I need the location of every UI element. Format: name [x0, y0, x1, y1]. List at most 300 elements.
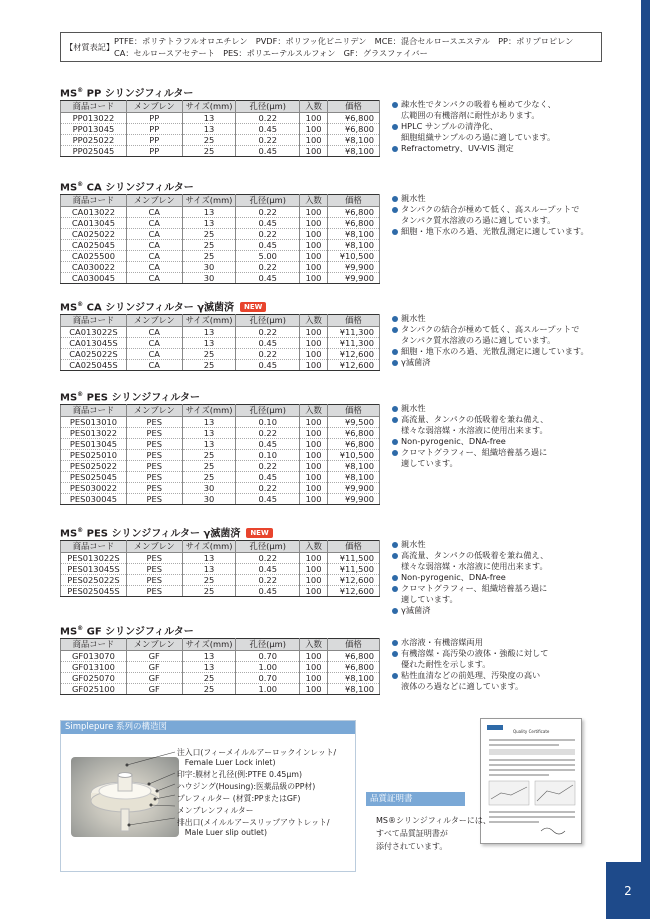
table-cell: CA: [126, 349, 182, 360]
table-cell: 25: [182, 450, 236, 461]
structure-label: メンブレンフィルター: [177, 806, 254, 815]
table-cell: 25: [182, 461, 236, 472]
table-cell: 0.45: [236, 273, 300, 284]
column-header-qty: 入数: [300, 639, 328, 651]
table-cell: 0.70: [236, 651, 300, 662]
table-cell: 13: [182, 417, 236, 428]
table-cell: GF: [126, 673, 182, 684]
column-header-code: 商品コード: [61, 315, 127, 327]
table-cell: PES: [126, 483, 182, 494]
table-cell: CA025022: [61, 229, 127, 240]
table-cell: 100: [300, 439, 328, 450]
table-cell: ¥6,800: [328, 207, 380, 218]
table-row: [61, 483, 380, 494]
product-section: [60, 524, 605, 615]
table-cell: CA030022: [61, 262, 127, 273]
feature-item: 適しています。: [401, 594, 458, 604]
column-header-pore: 孔径(μm): [236, 195, 300, 207]
table-cell: 100: [300, 450, 328, 461]
table-cell: 0.22: [236, 327, 300, 338]
table-cell: ¥12,600: [328, 575, 380, 586]
feature-item: 親水性: [392, 403, 607, 414]
table-cell: 0.22: [236, 207, 300, 218]
table-cell: CA: [126, 327, 182, 338]
column-header-price: 価格: [328, 541, 380, 553]
column-header-code: 商品コード: [61, 101, 127, 113]
table-cell: CA013045: [61, 218, 127, 229]
table-cell: 25: [182, 229, 236, 240]
table-cell: 1.00: [236, 684, 300, 695]
table-cell: ¥8,100: [328, 240, 380, 251]
feature-item: 細胞組織サンプルのろ過に適しています。: [401, 132, 556, 142]
column-header-size: サイズ(mm): [182, 541, 236, 553]
feature-item: タンパクの結合が極めて低く、高スループットで: [392, 324, 607, 335]
table-cell: CA025045S: [61, 360, 127, 371]
table-cell: GF: [126, 651, 182, 662]
quality-certificate-image: [480, 718, 582, 844]
table-cell: 25: [182, 684, 236, 695]
feature-item: Refractometry、UV-VIS 測定: [392, 143, 607, 154]
table-cell: 100: [300, 207, 328, 218]
table-row: [61, 662, 380, 673]
column-header-size: サイズ(mm): [182, 195, 236, 207]
table-cell: 0.45: [236, 586, 300, 597]
table-cell: 0.22: [236, 483, 300, 494]
table-cell: 100: [300, 113, 328, 124]
table-row: [61, 338, 380, 349]
table-row: [61, 349, 380, 360]
table-cell: 13: [182, 113, 236, 124]
table-cell: 0.70: [236, 673, 300, 684]
feature-item: 細胞・地下水のろ過、光散乱測定に適しています。: [392, 226, 607, 237]
table-cell: ¥9,900: [328, 262, 380, 273]
table-cell: 13: [182, 439, 236, 450]
product-section: [60, 84, 605, 157]
table-cell: ¥8,100: [328, 461, 380, 472]
table-row: [61, 360, 380, 371]
column-header-size: サイズ(mm): [182, 315, 236, 327]
table-cell: PES: [126, 439, 182, 450]
feature-item: HPLC サンプルの清浄化、: [392, 121, 607, 132]
table-cell: 0.45: [236, 124, 300, 135]
table-cell: 13: [182, 651, 236, 662]
column-header-code: 商品コード: [61, 405, 127, 417]
table-row: [61, 553, 380, 564]
table-cell: ¥8,100: [328, 229, 380, 240]
table-cell: 100: [300, 428, 328, 439]
table-cell: 100: [300, 338, 328, 349]
table-cell: ¥6,800: [328, 113, 380, 124]
table-cell: 100: [300, 218, 328, 229]
table-cell: GF013070: [61, 651, 127, 662]
table-cell: 100: [300, 483, 328, 494]
table-cell: PES: [126, 575, 182, 586]
table-row: [61, 146, 380, 157]
column-header-code: 商品コード: [61, 541, 127, 553]
table-row: [61, 494, 380, 505]
table-cell: 25: [182, 251, 236, 262]
table-cell: PES013022S: [61, 553, 127, 564]
table-row: [61, 273, 380, 284]
feature-list: [392, 403, 607, 469]
feature-list: [392, 313, 607, 368]
column-header-size: サイズ(mm): [182, 101, 236, 113]
table-row: [61, 564, 380, 575]
table-cell: 30: [182, 483, 236, 494]
section-title: MS® PP シリンジフィルター: [60, 87, 194, 100]
feature-item: Non-pyrogenic、DNA-free: [392, 572, 607, 583]
table-cell: CA025500: [61, 251, 127, 262]
table-cell: GF025100: [61, 684, 127, 695]
table-row: [61, 417, 380, 428]
table-cell: 100: [300, 684, 328, 695]
table-cell: PP: [126, 146, 182, 157]
table-cell: 0.22: [236, 428, 300, 439]
table-cell: CA013022: [61, 207, 127, 218]
table-cell: 13: [182, 662, 236, 673]
table-cell: 100: [300, 662, 328, 673]
table-cell: 13: [182, 553, 236, 564]
product-section: [60, 298, 605, 371]
feature-item: 有機溶媒・高汚染の液体・強酸に対して: [392, 648, 607, 659]
table-cell: 25: [182, 349, 236, 360]
product-section: [60, 622, 605, 695]
feature-list: [392, 539, 607, 616]
table-cell: 100: [300, 553, 328, 564]
column-header-membrane: メンブレン: [126, 315, 182, 327]
feature-item: 親水性: [392, 313, 607, 324]
table-cell: 100: [300, 494, 328, 505]
product-table: [60, 194, 380, 284]
column-header-code: 商品コード: [61, 195, 127, 207]
table-cell: ¥8,100: [328, 673, 380, 684]
table-row: [61, 439, 380, 450]
table-header-row: [61, 315, 380, 327]
feature-list: [392, 637, 607, 692]
column-header-pore: 孔径(μm): [236, 639, 300, 651]
table-cell: CA013022S: [61, 327, 127, 338]
structure-title: Simplepure 系列の構造図: [61, 721, 355, 734]
table-cell: 100: [300, 240, 328, 251]
table-cell: ¥11,300: [328, 338, 380, 349]
column-header-membrane: メンブレン: [126, 639, 182, 651]
table-cell: PES013022: [61, 428, 127, 439]
table-cell: CA025022S: [61, 349, 127, 360]
table-cell: 0.22: [236, 262, 300, 273]
table-cell: 13: [182, 207, 236, 218]
table-cell: ¥6,800: [328, 124, 380, 135]
table-cell: GF: [126, 662, 182, 673]
table-cell: PES030022: [61, 483, 127, 494]
doc-title: Quality Certificate: [513, 729, 550, 734]
table-cell: ¥9,900: [328, 494, 380, 505]
table-cell: PES025022: [61, 461, 127, 472]
table-cell: 1.00: [236, 662, 300, 673]
feature-item: 適しています。: [401, 458, 458, 468]
table-cell: ¥10,500: [328, 450, 380, 461]
structure-label: 排出口(メイルルアースリップアウトレット/: [177, 818, 330, 827]
table-cell: ¥11,300: [328, 327, 380, 338]
table-cell: CA: [126, 218, 182, 229]
table-cell: PP013045: [61, 124, 127, 135]
product-table: [60, 314, 380, 371]
column-header-membrane: メンブレン: [126, 195, 182, 207]
feature-item: 細胞・地下水のろ過、光散乱測定に適しています。: [392, 346, 607, 357]
feature-item: Non-pyrogenic、DNA-free: [392, 436, 607, 447]
table-cell: 13: [182, 124, 236, 135]
column-header-price: 価格: [328, 405, 380, 417]
table-cell: 0.22: [236, 553, 300, 564]
table-cell: 13: [182, 218, 236, 229]
table-row: [61, 113, 380, 124]
table-cell: 100: [300, 229, 328, 240]
feature-item: 粘性血清などの前処理、汚染度の高い: [392, 670, 607, 681]
table-cell: 25: [182, 586, 236, 597]
table-cell: 0.10: [236, 417, 300, 428]
section-title: MS® CA シリンジフィルター: [60, 181, 194, 194]
column-header-price: 価格: [328, 101, 380, 113]
section-title: MS® CA シリンジフィルター γ滅菌済 NEW: [60, 298, 605, 314]
column-header-membrane: メンブレン: [126, 405, 182, 417]
table-cell: ¥9,500: [328, 417, 380, 428]
feature-item: タンパクの結合が極めて低く、高スループットで: [392, 204, 607, 215]
table-cell: PES013045S: [61, 564, 127, 575]
table-cell: ¥10,500: [328, 251, 380, 262]
table-row: [61, 472, 380, 483]
page-number: [606, 862, 650, 919]
table-cell: CA030045: [61, 273, 127, 284]
table-row: [61, 229, 380, 240]
product-table: [60, 638, 380, 695]
column-header-price: 価格: [328, 315, 380, 327]
table-row: [61, 461, 380, 472]
table-cell: 0.45: [236, 338, 300, 349]
table-cell: 0.45: [236, 218, 300, 229]
table-header-row: [61, 541, 380, 553]
column-header-qty: 入数: [300, 315, 328, 327]
table-header-row: [61, 405, 380, 417]
table-cell: 30: [182, 262, 236, 273]
section-title: MS® GF シリンジフィルター: [60, 625, 194, 638]
structure-label: ハウジング(Housing):医薬品級のPP材): [177, 782, 316, 791]
table-cell: GF025070: [61, 673, 127, 684]
table-cell: 100: [300, 575, 328, 586]
table-row: [61, 651, 380, 662]
product-section: [60, 178, 605, 284]
table-row: [61, 586, 380, 597]
table-cell: 100: [300, 327, 328, 338]
column-header-qty: 入数: [300, 101, 328, 113]
table-header-row: [61, 195, 380, 207]
table-cell: ¥9,900: [328, 273, 380, 284]
legend-line-2: CA：セルロースアセテート PES：ポリエーテルスルフォン GF：グラスファイバー: [114, 48, 428, 58]
table-row: [61, 684, 380, 695]
cert-line-3: 添付されています。: [376, 842, 448, 851]
table-cell: ¥11,500: [328, 553, 380, 564]
feature-item: γ滅菌済: [392, 357, 607, 368]
table-cell: ¥11,500: [328, 564, 380, 575]
table-row: [61, 135, 380, 146]
structure-label: Male Luer slip outlet): [177, 828, 268, 837]
table-cell: 0.22: [236, 461, 300, 472]
feature-item: 高流量、タンパクの低吸着を兼ね備え、: [392, 550, 607, 561]
feature-item: 広範囲の有機溶剤に耐性があります。: [401, 110, 540, 120]
table-cell: CA: [126, 229, 182, 240]
table-cell: 100: [300, 673, 328, 684]
table-header-row: [61, 639, 380, 651]
table-cell: PES: [126, 472, 182, 483]
table-cell: CA: [126, 338, 182, 349]
table-row: [61, 428, 380, 439]
table-cell: PES025022S: [61, 575, 127, 586]
page-number-text: 2: [624, 883, 632, 898]
table-cell: PP013022: [61, 113, 127, 124]
table-row: [61, 327, 380, 338]
table-cell: PES025010: [61, 450, 127, 461]
column-header-pore: 孔径(μm): [236, 101, 300, 113]
table-cell: 25: [182, 575, 236, 586]
table-row: [61, 218, 380, 229]
column-header-size: サイズ(mm): [182, 639, 236, 651]
table-cell: 13: [182, 338, 236, 349]
table-cell: CA: [126, 360, 182, 371]
table-cell: PES: [126, 494, 182, 505]
table-cell: 25: [182, 360, 236, 371]
section-title: MS® PES シリンジフィルター: [60, 391, 201, 404]
table-cell: PES030045: [61, 494, 127, 505]
table-cell: 0.22: [236, 575, 300, 586]
feature-item: 高流量、タンパクの低吸着を兼ね備え、: [392, 414, 607, 425]
table-cell: 0.45: [236, 146, 300, 157]
legend-line-1: PTFE：ポリテトラフルオロエチレン PVDF：ポリフッ化ビニリデン MCE：混合セルロースエステル PP：ポリプロピレン: [114, 36, 574, 46]
table-cell: 0.45: [236, 240, 300, 251]
cert-text: [376, 814, 491, 853]
table-cell: ¥8,100: [328, 684, 380, 695]
structure-label: プレフィルター (材質:PPまたはGF): [177, 794, 301, 803]
table-cell: 100: [300, 461, 328, 472]
column-header-qty: 入数: [300, 195, 328, 207]
new-badge: NEW: [240, 302, 266, 312]
feature-item: 優れた耐性を示します。: [401, 659, 491, 669]
table-cell: PES: [126, 417, 182, 428]
table-cell: 100: [300, 135, 328, 146]
table-cell: PP: [126, 113, 182, 124]
table-cell: PES: [126, 428, 182, 439]
table-cell: 25: [182, 673, 236, 684]
column-header-pore: 孔径(μm): [236, 541, 300, 553]
feature-item: タンパク質水溶液のろ過に適しています。: [401, 335, 556, 345]
product-table: [60, 404, 380, 505]
feature-list: [392, 99, 607, 154]
table-cell: PP025045: [61, 146, 127, 157]
table-cell: PES025045S: [61, 586, 127, 597]
column-header-qty: 入数: [300, 541, 328, 553]
table-cell: ¥12,600: [328, 586, 380, 597]
structure-diagram-box: [60, 720, 356, 872]
table-cell: 0.45: [236, 564, 300, 575]
table-cell: 25: [182, 146, 236, 157]
table-cell: PES: [126, 564, 182, 575]
table-cell: 100: [300, 472, 328, 483]
table-cell: 100: [300, 417, 328, 428]
table-cell: CA025045: [61, 240, 127, 251]
cert-line-1: MS®シリンジフィルターには、: [376, 816, 491, 825]
feature-item: 液体のろ過などに適しています。: [401, 681, 524, 691]
right-edge-bar: [641, 0, 650, 919]
table-cell: 0.45: [236, 439, 300, 450]
table-cell: 13: [182, 428, 236, 439]
table-cell: PP: [126, 135, 182, 146]
table-cell: 100: [300, 251, 328, 262]
table-cell: 100: [300, 360, 328, 371]
table-cell: 0.22: [236, 113, 300, 124]
table-cell: GF013100: [61, 662, 127, 673]
table-cell: PES: [126, 450, 182, 461]
feature-item: 親水性: [392, 539, 607, 550]
feature-item: 様々な弱溶媒・水溶液に使用出来ます。: [401, 425, 548, 435]
structure-label: 注入口(フィーメイルルアーロックインレット/: [177, 748, 337, 757]
table-cell: 25: [182, 240, 236, 251]
table-row: [61, 262, 380, 273]
feature-item: 様々な弱溶媒・水溶液に使用出来ます。: [401, 561, 548, 571]
table-cell: 0.10: [236, 450, 300, 461]
table-cell: 0.45: [236, 494, 300, 505]
table-cell: ¥6,800: [328, 662, 380, 673]
table-cell: 100: [300, 651, 328, 662]
table-cell: 25: [182, 472, 236, 483]
table-row: [61, 124, 380, 135]
table-cell: PES013045: [61, 439, 127, 450]
table-cell: CA: [126, 251, 182, 262]
table-cell: 100: [300, 349, 328, 360]
feature-item: 疎水性でタンパクの吸着も極めて少なく、: [392, 99, 607, 110]
table-cell: CA013045S: [61, 338, 127, 349]
product-table: [60, 100, 380, 157]
feature-item: 親水性: [392, 193, 607, 204]
cert-line-2: すべて品質証明書が: [376, 829, 448, 838]
product-table: [60, 540, 380, 597]
table-cell: 100: [300, 586, 328, 597]
feature-item: クロマトグラフィー、組織培養基ろ過に: [392, 583, 607, 594]
table-cell: 13: [182, 564, 236, 575]
new-badge: NEW: [246, 528, 272, 538]
table-row: [61, 575, 380, 586]
column-header-size: サイズ(mm): [182, 405, 236, 417]
legend-tag: 【材質表記】: [65, 42, 115, 52]
product-section: [60, 388, 605, 505]
table-cell: CA: [126, 273, 182, 284]
table-cell: ¥6,800: [328, 428, 380, 439]
table-cell: PES: [126, 586, 182, 597]
table-cell: 0.22: [236, 349, 300, 360]
table-cell: 0.45: [236, 472, 300, 483]
table-row: [61, 673, 380, 684]
feature-item: γ滅菌済: [392, 605, 607, 616]
table-cell: 30: [182, 273, 236, 284]
column-header-membrane: メンブレン: [126, 541, 182, 553]
feature-item: クロマトグラフィー、組織培養基ろ過に: [392, 447, 607, 458]
section-title: MS® PES シリンジフィルター γ滅菌済 NEW: [60, 524, 605, 540]
table-cell: PES013010: [61, 417, 127, 428]
table-cell: ¥12,600: [328, 349, 380, 360]
table-header-row: [61, 101, 380, 113]
table-cell: 0.22: [236, 135, 300, 146]
table-cell: ¥8,100: [328, 135, 380, 146]
column-header-membrane: メンブレン: [126, 101, 182, 113]
table-cell: ¥8,100: [328, 472, 380, 483]
table-row: [61, 251, 380, 262]
feature-item: 水溶液・有機溶媒両用: [392, 637, 607, 648]
